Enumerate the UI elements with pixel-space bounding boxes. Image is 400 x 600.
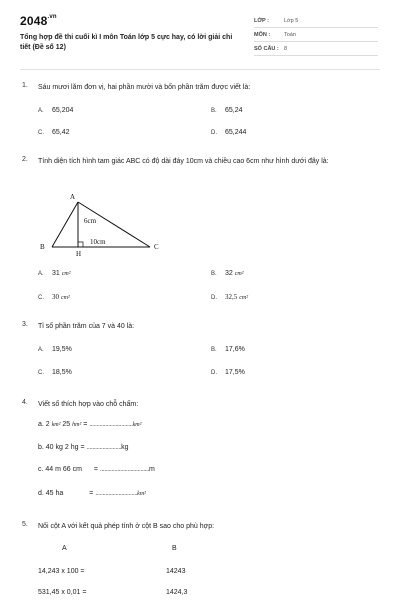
q3-option-a-text: 19,5% <box>52 346 72 353</box>
q4-item-b-left: b. 40 kg 2 hg <box>38 444 79 451</box>
q2-option-c-letter: C. <box>38 295 44 301</box>
q2-option-a[interactable] <box>38 270 71 277</box>
meta-count <box>254 42 378 56</box>
q3-option-c-letter: C. <box>38 370 44 376</box>
q2-option-d[interactable] <box>211 293 248 301</box>
q1-option-d[interactable] <box>211 129 246 136</box>
q3-option-c-text: 18,5% <box>52 369 72 376</box>
q5-number: 5. <box>22 521 28 528</box>
q4-number: 4. <box>22 399 28 406</box>
q1-option-c-letter: C. <box>38 130 44 136</box>
triangle-figure <box>38 190 168 260</box>
q5-col-a-header: A <box>62 545 67 552</box>
q1-option-b-letter: B. <box>211 108 217 114</box>
q1-option-a[interactable] <box>38 107 73 114</box>
q3-option-b[interactable] <box>211 346 245 353</box>
q2-option-c[interactable] <box>38 293 70 301</box>
q3-option-b-letter: B. <box>211 347 217 353</box>
q3-text: Tỉ số phần trăm của 7 và 40 là: <box>38 323 135 330</box>
meta-subject-value: Toán <box>284 32 296 38</box>
q4-item-b-blank[interactable]: ........................ <box>86 444 122 451</box>
q5-col-b-header: B <box>172 545 177 552</box>
meta-class <box>254 14 378 28</box>
q4-item-a-mid: 25 <box>62 421 71 428</box>
q4-item-c-blank[interactable]: .................................. <box>99 466 150 473</box>
q4-item-d-blank[interactable]: ............................. <box>95 490 138 497</box>
q2-option-a-value: 31 <box>52 270 60 277</box>
height-label: 6cm <box>84 217 97 225</box>
site-logo[interactable] <box>20 14 57 28</box>
q4-item-d <box>38 490 146 497</box>
header-divider <box>20 69 380 70</box>
q2-number: 2. <box>22 156 28 163</box>
q3-option-d-letter: D. <box>211 370 217 376</box>
q2-option-d-value: 32,5 <box>225 293 238 301</box>
q3-option-b-text: 17,6% <box>225 346 245 353</box>
q1-option-a-text: 65,204 <box>52 107 74 114</box>
q1-option-d-text: 65,244 <box>225 129 247 136</box>
q4-item-c-eq: = <box>93 466 98 473</box>
q1-option-b[interactable] <box>211 107 243 114</box>
q4-item-a-unit: km² <box>132 422 142 428</box>
base-label: 10cm <box>90 238 106 246</box>
q1-option-c[interactable] <box>38 129 70 136</box>
q5-row-2-a[interactable]: 531,45 x 0,01 = <box>38 589 87 596</box>
q4-item-d-left: d. 45 ha <box>38 490 64 497</box>
triangle-side-ab <box>52 202 78 247</box>
logo-sup: .vn <box>47 14 57 20</box>
q1-option-c-text: 65,42 <box>52 129 70 136</box>
q2-option-b-letter: B. <box>211 271 217 277</box>
q5-row-1-b[interactable]: 14243 <box>166 568 186 575</box>
q1-option-b-text: 65,24 <box>225 107 243 114</box>
q4-item-a-eq: = <box>83 421 88 428</box>
q5-text: Nối cột A với kết quả phép tính ở cột B sao cho phù hợp: <box>38 523 215 530</box>
q1-text: Sáu mươi lăm đơn vị, hai phần mười và bốn phần trăm được viết là: <box>38 84 251 91</box>
q1-option-a-letter: A. <box>38 108 44 114</box>
q4-item-a-blank[interactable]: .............................. <box>89 421 133 428</box>
q2-option-b-unit: cm² <box>234 271 244 277</box>
q3-option-a-letter: A. <box>38 347 44 353</box>
q3-option-a[interactable] <box>38 346 72 353</box>
q1-option-d-letter: D. <box>211 130 217 136</box>
meta-count-label: SỐ CÂU : <box>254 46 279 52</box>
vertex-h-label: H <box>76 250 82 258</box>
q4-item-a-left: a. 2 <box>38 421 50 428</box>
q2-option-a-unit: cm² <box>61 271 71 277</box>
q4-item-c-unit: m <box>149 466 155 473</box>
document-title: Tổng hợp đề thi cuối kì I môn Toán lớp 5 cực hay, có lời giải chi tiết (Đề số 12) <box>20 34 233 51</box>
meta-class-value: Lớp 5 <box>284 18 299 24</box>
q4-item-c <box>38 466 155 473</box>
vertex-b-label: B <box>40 243 45 251</box>
q4-item-a-unit2: hm² <box>72 422 82 428</box>
logo-main: 2048 <box>20 14 48 28</box>
q4-item-b-eq: = <box>80 444 85 451</box>
q2-option-c-value: 30 <box>52 293 59 301</box>
meta-subject-label: MÔN : <box>254 32 271 38</box>
meta-class-label: LỚP : <box>254 18 269 24</box>
q3-option-c[interactable] <box>38 369 72 376</box>
q4-item-b-unit: kg <box>121 444 129 451</box>
vertex-c-label: C <box>154 243 159 251</box>
q5-row-1-a[interactable]: 14,243 x 100 = <box>38 568 85 575</box>
meta-count-value: 8 <box>284 46 288 52</box>
q2-option-c-unit: cm² <box>60 295 70 301</box>
q3-option-d[interactable] <box>211 369 245 376</box>
meta-subject <box>254 28 378 42</box>
q2-option-d-unit: cm² <box>239 295 248 301</box>
q2-option-a-letter: A. <box>38 271 44 277</box>
q1-number: 1. <box>22 82 28 89</box>
q5-row-2-b[interactable]: 1424,3 <box>166 589 188 596</box>
q3-option-d-text: 17,5% <box>225 369 245 376</box>
q2-option-b[interactable] <box>211 270 244 277</box>
q4-item-d-eq: = <box>89 490 94 497</box>
q4-item-d-unit: km² <box>137 491 146 497</box>
q4-item-b <box>38 444 129 451</box>
q2-option-b-value: 32 <box>225 270 233 277</box>
q4-text: Viết số thích hợp vào chỗ chấm: <box>38 401 139 408</box>
triangle-drawing <box>38 190 168 260</box>
right-angle-mark <box>78 242 83 247</box>
q2-text: Tính diện tích hình tam giác ABC có độ dài đáy 10cm và chiều cao 6cm như hình dưới đây là: <box>38 158 329 165</box>
q2-option-d-letter: D. <box>211 295 217 301</box>
q4-item-a <box>38 421 141 428</box>
q4-item-a-unit1: km² <box>51 422 61 428</box>
q4-item-c-left: c. 44 m 66 cm <box>38 466 82 473</box>
vertex-a-label: A <box>70 193 76 201</box>
q3-number: 3. <box>22 321 28 328</box>
